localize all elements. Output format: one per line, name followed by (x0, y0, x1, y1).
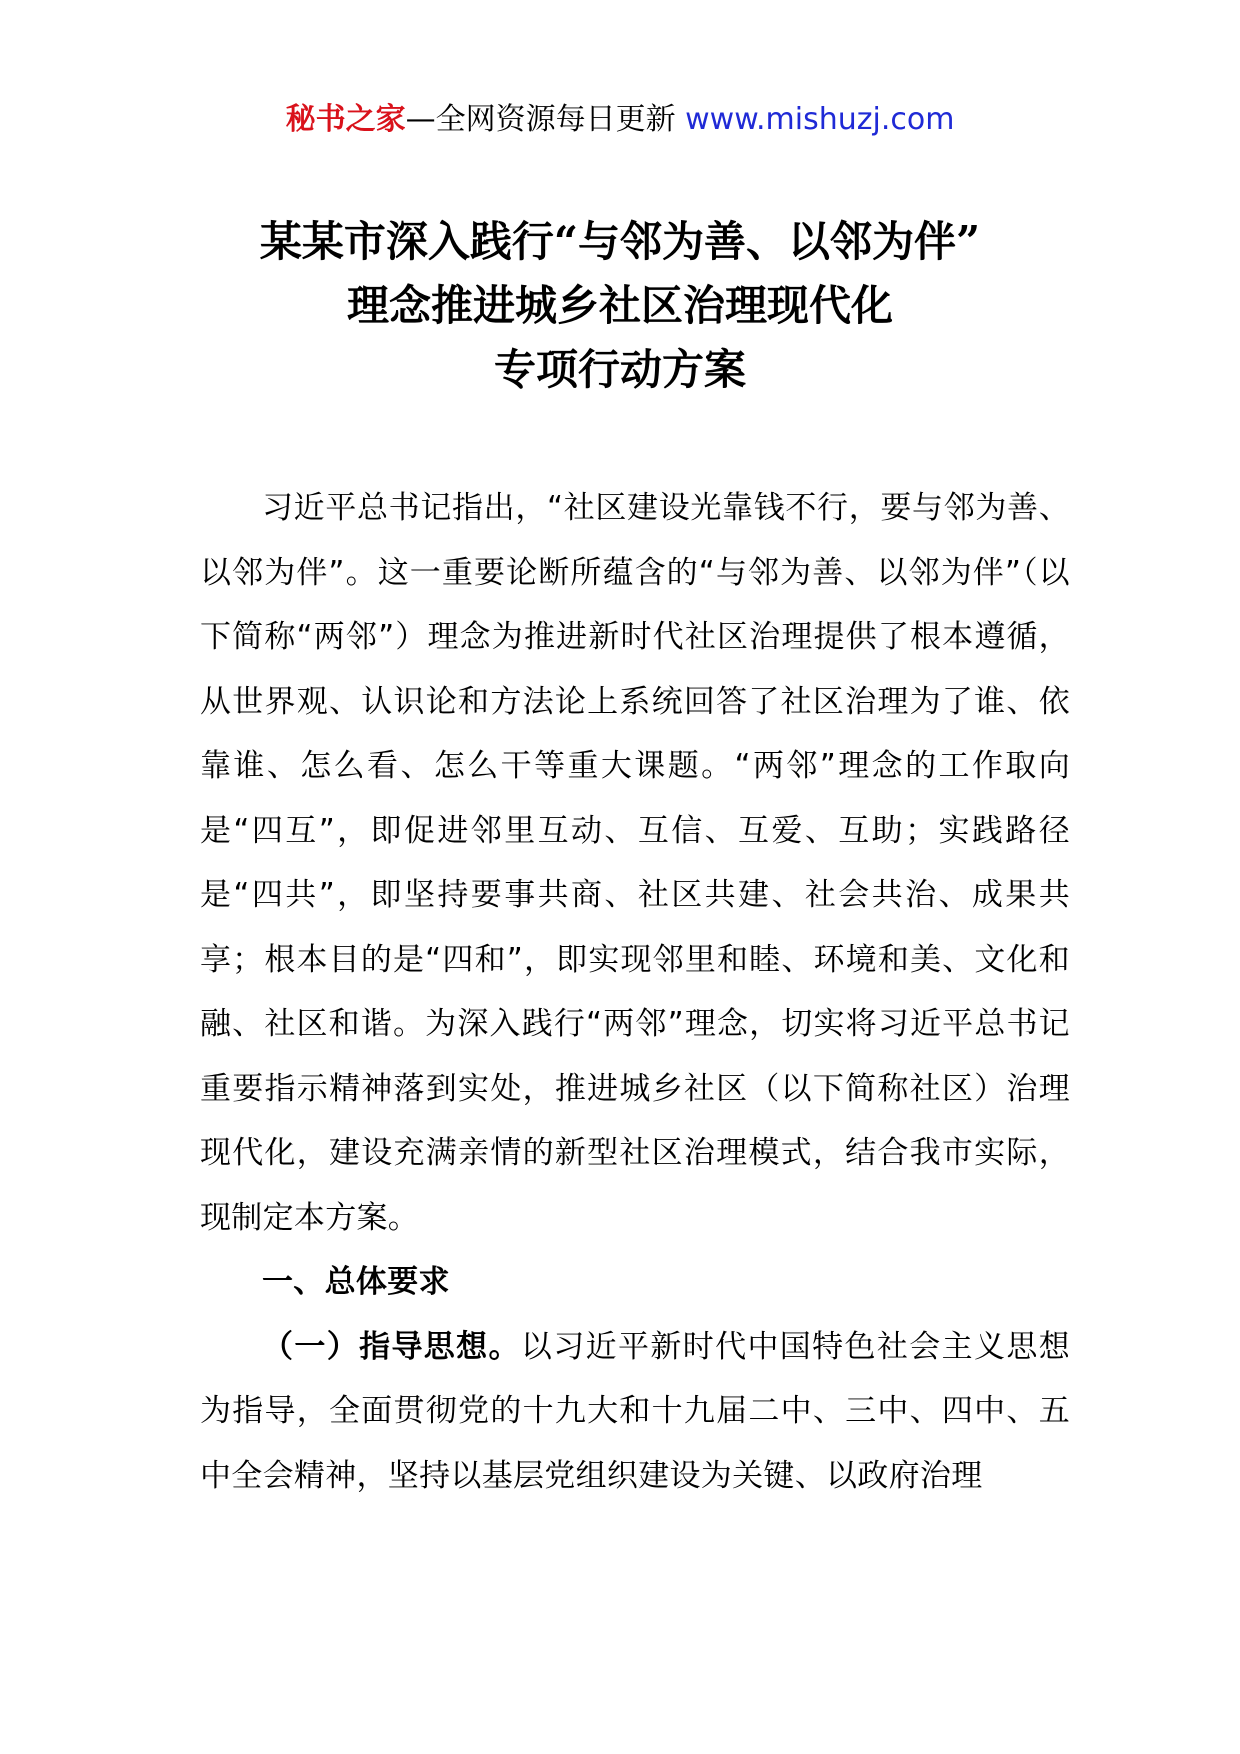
title-line-2: 理念推进城乡社区治理现代化 (346, 281, 893, 330)
subsection-paragraph-1 (200, 1315, 1070, 1509)
header-tagline: —全网资源每日更新 (405, 102, 686, 137)
site-url-link[interactable]: www.mishuzj.com (685, 102, 955, 137)
document-body (200, 476, 1070, 1508)
subsection-text: 以习近平新时代中国特色社会主义思想为指导，全面贯彻党的十九大和十九届二中、三中、四中、五中全会精神，坚持以基层党组织建设为关键、以政府治理 (200, 1328, 1070, 1494)
document-title (0, 210, 1240, 402)
title-line-3: 专项行动方案 (493, 345, 746, 394)
site-header (0, 100, 1240, 140)
intro-paragraph: 习近平总书记指出，“社区建设光靠钱不行，要与邻为善、以邻为伴”。这一重要论断所蕴含的“与邻为善、以邻为伴”（以下简称“两邻”）理念为推进新时代社区治理提供了根本遵循，从世界观、认识论和方法论上系统回答了社区治理为了谁、依靠谁、怎么看、怎么干等重大课题。“两邻”理念的工作取向是“四互”，即促进邻里互动、互信、互爱、互助；实践路径是“四共”，即坚持要事共商、社区共建、社会共治、成果共享；根本目的是“四和”，即实现邻里和睦、环境和美、文化和融、社区和谐。为深入践行“两邻”理念，切实将习近平总书记重要指示精神落到实处，推进城乡社区（以下简称社区）治理现代化，建设充满亲情的新型社区治理模式，结合我市实际，现制定本方案。 (200, 490, 1070, 1236)
section-heading-1: 一、总体要求 (262, 1264, 450, 1300)
title-line-1: 某某市深入践行“与邻为善、以邻为伴” (259, 217, 981, 266)
brand-name: 秘书之家 (285, 102, 406, 137)
subsection-lead: （一）指导思想。 (262, 1328, 521, 1365)
